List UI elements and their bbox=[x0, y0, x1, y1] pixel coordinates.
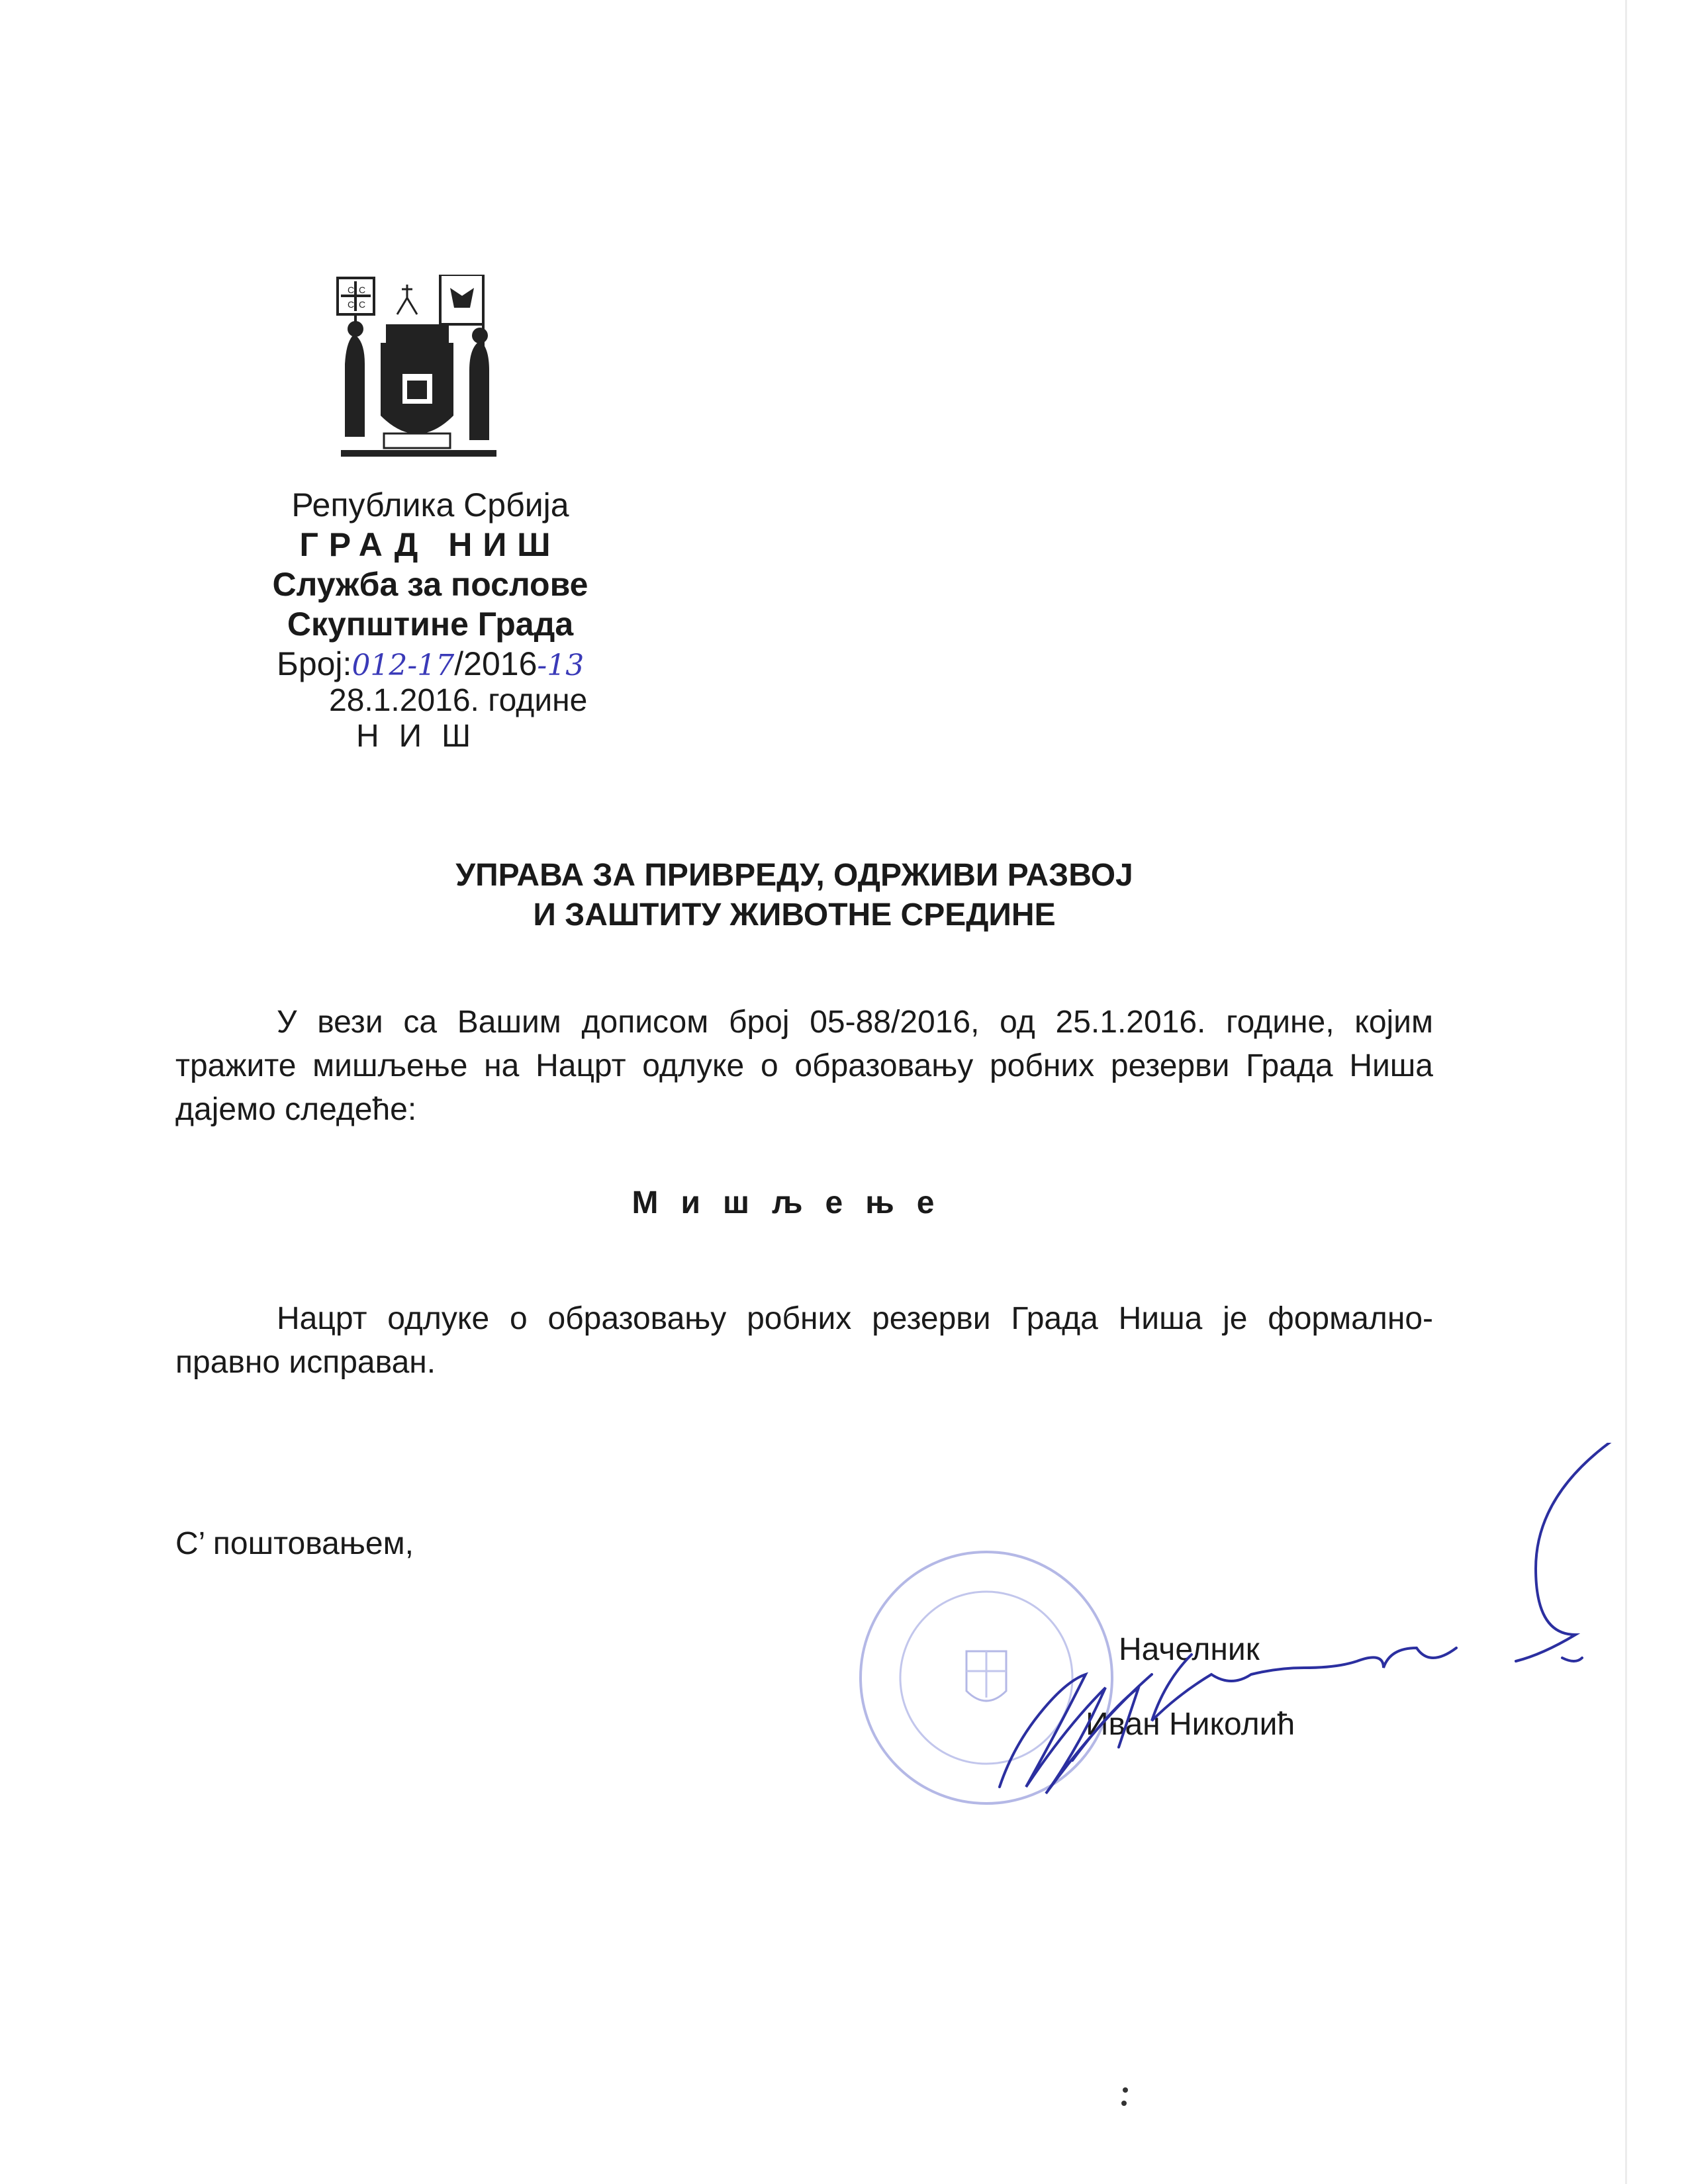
opinion-heading: Мишљење bbox=[632, 1185, 957, 1220]
body-paragraph-2: Нацрт одлуке о образовању робних резерви Града Ниша је формално-правно исправан. bbox=[175, 1301, 1433, 1380]
closing-regards: С’ поштовањем, bbox=[175, 1526, 414, 1561]
city-coat-of-arms bbox=[334, 275, 503, 473]
handwritten-signature bbox=[993, 1443, 1655, 1813]
svg-text:С: С bbox=[359, 299, 366, 310]
svg-text:С: С bbox=[348, 299, 355, 310]
signatory-name: Иван Николић bbox=[1086, 1707, 1295, 1742]
number-year: /2016 bbox=[454, 645, 538, 682]
city-name: ГРАД НИШ bbox=[299, 526, 561, 563]
document-date: 28.1.2016. године bbox=[329, 683, 588, 718]
republic-name: Република Србија bbox=[291, 486, 569, 523]
scan-speck bbox=[1119, 2085, 1132, 2111]
body-paragraph-1: У вези са Вашим дописом број 05-88/2016, од 25.1.2016. године, којим тражите мишљење на Нацрт одлуке о образовању робних резерви Града Ниша дајемо следеће: bbox=[175, 1005, 1433, 1127]
recipient-line2: И ЗАШТИТУ ЖИВОТНЕ СРЕДИНЕ bbox=[533, 897, 1056, 933]
service-name-line2: Скупштине Града bbox=[287, 606, 574, 643]
number-label: Број: bbox=[277, 645, 352, 682]
service-name-line1: Служба за послове bbox=[272, 566, 588, 603]
recipient-line1: УПРАВА ЗА ПРИВРЕДУ, ОДРЖИВИ РАЗВОЈ bbox=[455, 858, 1133, 893]
number-handwritten-part2: -13 bbox=[537, 649, 585, 682]
signatory-title: Начелник bbox=[1119, 1632, 1260, 1667]
svg-text:С: С bbox=[348, 285, 355, 295]
document-place: НИШ bbox=[356, 719, 491, 754]
svg-text:С: С bbox=[359, 285, 366, 295]
number-handwritten-part1: 012-17 bbox=[352, 649, 455, 682]
page-edge bbox=[1625, 0, 1627, 2184]
